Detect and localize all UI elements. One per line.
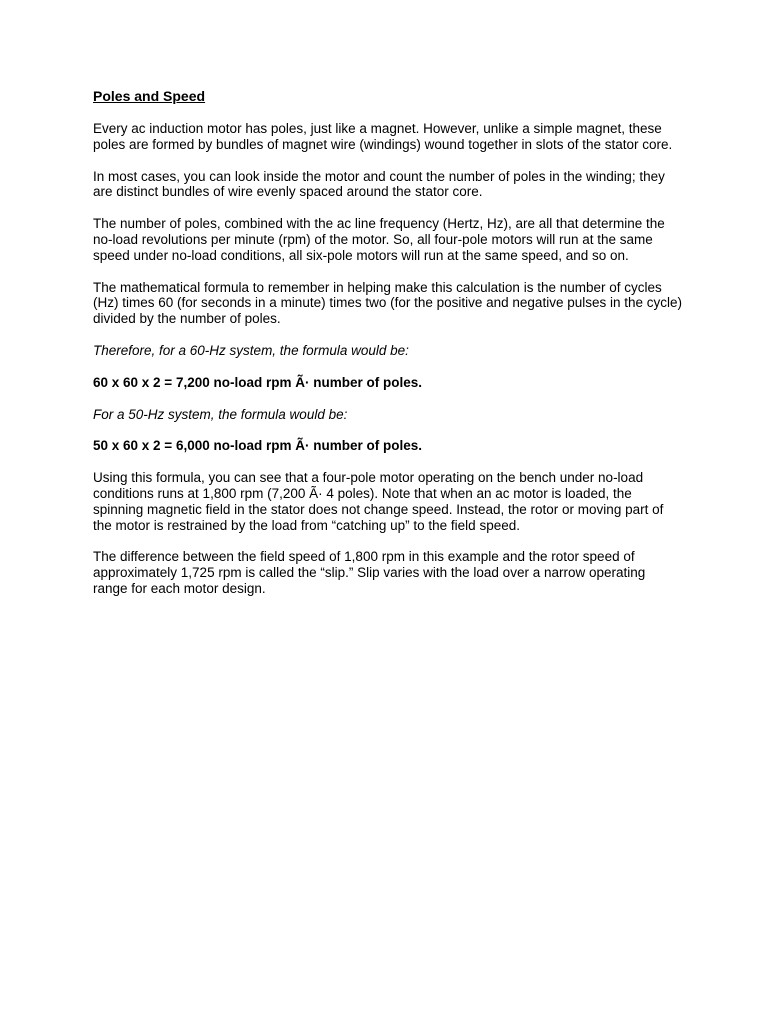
document-page [93,88,683,613]
paragraph-formula-explanation: The mathematical formula to remember in helping make this calculation is the number of cycles (Hz) times 60 (for seconds in a minute) times two (for the positive and negative pulses in the cycle) divided by the number of poles. [93,279,683,327]
paragraph-slip: The difference between the field speed of 1,800 rpm in this example and the rotor speed of approximately 1,725 rpm is called the “slip.” Slip varies with the load over a narrow operating range for each motor design. [93,549,646,596]
paragraph-poles-intro: Every ac induction motor has poles, just like a magnet. However, unlike a simple magnet, these poles are formed by bundles of magnet wire (windings) wound together in slots of the stator core. [93,121,673,152]
paragraph-50hz-intro: For a 50-Hz system, the formula would be: [93,406,348,422]
formula-60hz: 60 x 60 x 2 = 7,200 no-load rpm Ã· number of poles. [93,374,422,390]
paragraph-60hz-intro: Therefore, for a 60-Hz system, the formula would be: [93,342,409,358]
paragraph-four-pole-example: Using this formula, you can see that a four-pole motor operating on the bench under no-load conditions runs at 1,800 rpm (7,200 Ã· 4 poles). Note that when an ac motor is loaded, the spinning magnetic field in the stator does not change speed. Instead, the rotor or moving part of the motor is restrained by the load from “catching up” to the field speed. [93,470,664,533]
paragraph-poles-frequency: The number of poles, combined with the ac line frequency (Hertz, Hz), are all that determine the no-load revolutions per minute (rpm) of the motor. So, all four-pole motors will run at the same speed under no-load conditions, all six-pole motors will run at the same speed, and so on. [93,216,665,263]
formula-50hz: 50 x 60 x 2 = 6,000 no-load rpm Ã· number of poles. [93,438,422,454]
paragraph-counting-poles: In most cases, you can look inside the motor and count the number of poles in the winding; they are distinct bundles of wire evenly spaced around the stator core. [93,168,665,200]
page-title: Poles and Speed [93,88,206,104]
